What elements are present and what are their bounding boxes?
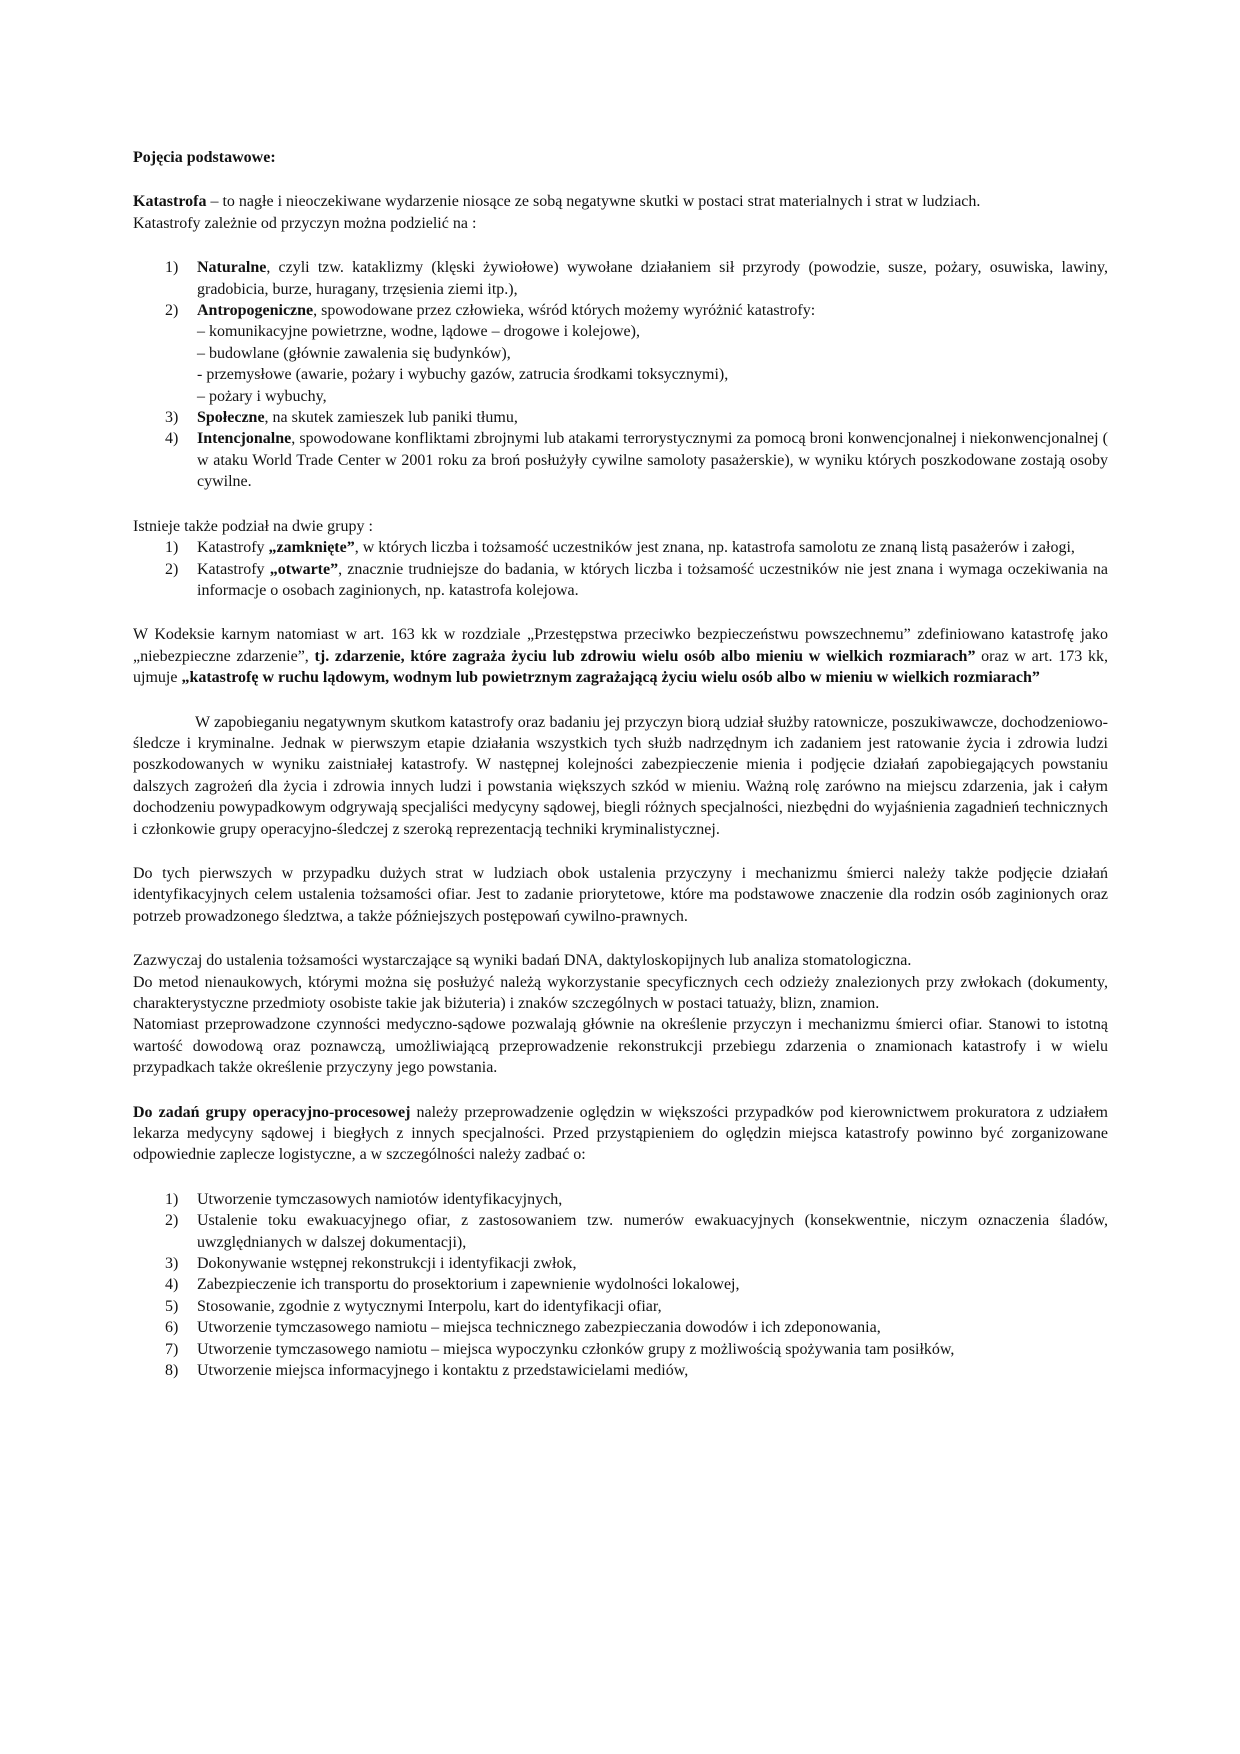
bold-text-run: tj. zdarzenie, które zagraża życiu lub zdrowiu wielu osób albo mieniu w wielkich rozmiarach” <box>314 647 976 665</box>
list-item-number: 3) <box>165 1255 179 1273</box>
text-run: – budowlane (głównie zawalenia się budynków), <box>197 344 511 362</box>
list-item <box>133 257 1108 300</box>
blank-line <box>133 927 1108 950</box>
text-run: , spowodowane konfliktami zbrojnymi lub atakami terrorystycznymi za pomocą broni konwencjonalnej i niekonwencjonalnej ( w ataku World Trade Center w 2001 roku za broń posłużyły cywilne samoloty pasażerskie), w wyniku których poszkodowane zostają osoby cywilne. <box>197 430 1108 491</box>
text-run: Zabezpieczenie ich transportu do prosektorium i zapewnienie wydolności lokalowej, <box>197 1276 740 1294</box>
list-item-number: 8) <box>165 1362 179 1380</box>
list-item-number: 5) <box>165 1297 179 1315</box>
bold-text-run: Katastrofa <box>133 193 207 211</box>
numbered-list <box>133 537 1108 601</box>
list-item <box>133 1274 1108 1295</box>
text-run: Do metod nienaukowych, którymi można się posłużyć należą wykorzystanie specyficznych cech odzieży znalezionych przy zwłokach (dokumenty, charakterystyczne przedmioty osobiste takie jak biżuteria) i znaków szczególnych w postaci tatuaży, blizn, znamion. <box>133 973 1108 1012</box>
list-item-number: 3) <box>165 409 179 427</box>
blank-line <box>133 840 1108 863</box>
list-item-number: 7) <box>165 1340 179 1358</box>
text-run: – pożary i wybuchy, <box>197 387 327 405</box>
paragraph <box>133 863 1108 927</box>
list-item <box>133 1339 1108 1360</box>
text-run: – to nagłe i nieoczekiwane wydarzenie niosące ze sobą negatywne skutki w postaci strat materialnych i strat w ludziach. <box>206 193 981 211</box>
bold-text-run: Intencjonalne <box>197 430 292 448</box>
list-item <box>133 537 1108 558</box>
list-item-number: 2) <box>165 1212 179 1230</box>
paragraph <box>133 950 1108 1078</box>
bold-text-run: „zamknięte” <box>268 539 355 557</box>
bold-text-run: „katastrofę w ruchu lądowym, wodnym lub powietrznym zagrażającą życiu wielu osób albo w mieniu w wielkich rozmiarach” <box>181 669 1040 687</box>
text-run: oraz w art. 173 kk, ujmuje <box>133 647 1108 687</box>
blank-line <box>133 1166 1108 1189</box>
list-item-number: 2) <box>165 560 179 578</box>
paragraph <box>133 191 1108 212</box>
paragraph <box>133 213 1108 234</box>
blank-line <box>133 689 1108 712</box>
blank-line <box>133 168 1108 191</box>
bold-text-run: Antropogeniczne <box>197 302 314 320</box>
list-item-number: 1) <box>165 539 179 557</box>
list-item-number: 1) <box>165 259 179 277</box>
list-item <box>133 1210 1108 1253</box>
text-run: – komunikacyjne powietrzne, wodne, lądowe – drogowe i kolejowe), <box>197 323 640 341</box>
blank-line <box>133 493 1108 516</box>
list-item <box>133 1189 1108 1210</box>
text-run: , na skutek zamieszek lub paniki tłumu, <box>264 409 518 427</box>
list-item-number: 1) <box>165 1190 179 1208</box>
text-run: należy przeprowadzenie oględzin w większości przypadków pod kierownictwem prokuratora z udziałem lekarza medycyny sądowej i biegłych z innych specjalności. Przed przystąpieniem do oględzin miejsca katastrofy powinno być zorganizowane odpowiednie zaplecze logistyczne, a w szczególności należy zadbać o: <box>133 1103 1109 1164</box>
list-item-number: 4) <box>165 430 179 448</box>
bold-text-run: Naturalne <box>197 259 267 277</box>
list-item <box>133 1317 1108 1338</box>
text-run: Stosowanie, zgodnie z wytycznymi Interpolu, kart do identyfikacji ofiar, <box>197 1297 662 1315</box>
text-run: Katastrofy <box>197 539 269 557</box>
numbered-list <box>133 257 1108 492</box>
text-run: Dokonywanie wstępnej rekonstrukcji i identyfikacji zwłok, <box>197 1255 577 1273</box>
text-run: W Kodeksie karnym natomiast w art. 163 kk w rozdziale „Przestępstwa przeciwko bezpieczeństwu powszechnemu” zdefiniowano katastrofę jako „niebezpieczne zdarzenie”, <box>133 626 1108 665</box>
bold-text-run: Społeczne <box>197 409 265 427</box>
list-item-number: 6) <box>165 1319 179 1337</box>
list-item <box>133 1296 1108 1317</box>
paragraph <box>133 1102 1108 1166</box>
text-run: , czyli tzw. kataklizmy (klęski żywiołowe) wywołane działaniem sił przyrody (powodzie, susze, pożary, osuwiska, lawiny, gradobicia, burze, huragany, trzęsienia ziemi itp.), <box>197 259 1108 298</box>
bold-text-run: Do zadań grupy operacyjno-procesowej <box>133 1103 411 1121</box>
list-item <box>133 428 1108 492</box>
paragraph <box>133 712 1108 840</box>
list-item <box>133 300 1108 407</box>
text-run: , znacznie trudniejsze do badania, w których liczba i tożsamość uczestników nie jest znana i wymaga oczekiwania na informacje o osobach zaginionych, np. katastrofa kolejowa. <box>197 560 1108 599</box>
text-run: Utworzenie miejsca informacyjnego i kontaktu z przedstawicielami mediów, <box>197 1362 689 1380</box>
text-run: Natomiast przeprowadzone czynności medyczno-sądowe pozwalają głównie na określenie przyczyn i mechanizmu śmierci ofiar. Stanowi to istotną wartość dowodową oraz poznawczą, umożliwiającą przeprowadzenie rekonstrukcji przebiegu zdarzenia o znamionach katastrofy i w wielu przypadkach także określenie przyczyny jego powstania. <box>133 1016 1108 1077</box>
bold-text-run: Pojęcia podstawowe: <box>133 149 276 166</box>
text-run: Utworzenie tymczasowego namiotu – miejsca technicznego zabezpieczania dowodów i ich zdeponowania, <box>197 1319 881 1337</box>
text-run: , spowodowane przez człowieka, wśród których możemy wyróżnić katastrofy: <box>313 302 816 320</box>
numbered-list <box>133 1189 1108 1382</box>
text-run: Utworzenie tymczasowego namiotu – miejsca wypoczynku członków grupy z możliwością spożywania tam posiłków, <box>197 1340 955 1358</box>
section-heading <box>133 147 1108 168</box>
text-run: Katastrofy <box>197 560 270 578</box>
text-run: Ustalenie toku ewakuacyjnego ofiar, z zastosowaniem tzw. numerów ewakuacyjnych (konsekwentnie, niczym oznaczenia śladów, uwzględnianych w dalszej dokumentacji), <box>197 1212 1108 1251</box>
blank-line <box>133 601 1108 624</box>
text-run: Do tych pierwszych w przypadku dużych strat w ludziach obok ustalenia przyczyny i mechanizmu śmierci należy także podjęcie działań identyfikacyjnych celem ustalenia tożsamości ofiar. Jest to zadanie priorytetowe, które ma podstawowe znaczenie dla rodzin osób zaginionych oraz potrzeb prowadzonego śledztwa, a także późniejszych postępowań cywilno-prawnych. <box>133 864 1108 925</box>
text-run: W zapobieganiu negatywnym skutkom katastrofy oraz badaniu jej przyczyn biorą udział służby ratownicze, poszukiwawcze, dochodzeniowo-śledcze i kryminalne. Jednak w pierwszym etapie działania wszystkich tych służb nadrzędnym ich zadaniem jest ratowanie życia i zdrowia ludzi poszkodowanych w wyniku zaistniałej katastrofy. W następnej kolejności zabezpieczenie mienia i podjęcie działań zapobiegających powstaniu dalszych zagrożeń dla życia i zdrowia innych ludzi i powstania większych szkód w mieniu. Ważną rolę zarówno na miejscu zdarzenia, jak i całym dochodzeniu powypadkowym odgrywają specjaliści medycyny sądowej, biegli różnych specjalności, niezbędni do wyjaśnienia zagadnień technicznych i członkowie grupy operacyjno-śledczej z szeroką reprezentacją techniki kryminalistycznej. <box>133 713 1108 838</box>
paragraph <box>133 624 1108 688</box>
list-item <box>133 559 1108 602</box>
list-item-number: 2) <box>165 302 179 320</box>
text-run: - przemysłowe (awarie, pożary i wybuchy gazów, zatrucia środkami toksycznymi), <box>197 366 729 384</box>
text-run: Zazwyczaj do ustalenia tożsamości wystarczające są wyniki badań DNA, daktyloskopijnych lub analiza stomatologiczna. <box>133 952 912 970</box>
text-run: Katastrofy zależnie od przyczyn można podzielić na : <box>133 214 477 232</box>
bold-text-run: „otwarte” <box>269 560 339 578</box>
list-item <box>133 1253 1108 1274</box>
paragraph <box>133 516 1108 537</box>
list-item <box>133 407 1108 428</box>
text-run: Utworzenie tymczasowych namiotów identyfikacyjnych, <box>197 1190 563 1208</box>
list-item-number: 4) <box>165 1276 179 1294</box>
text-run: , w których liczba i tożsamość uczestników jest znana, np. katastrofa samolotu ze znaną listą pasażerów i załogi, <box>354 539 1075 557</box>
blank-line <box>133 1079 1108 1102</box>
text-run: Istnieje także podział na dwie grupy : <box>133 517 373 535</box>
list-item <box>133 1360 1108 1381</box>
blank-line <box>133 234 1108 257</box>
